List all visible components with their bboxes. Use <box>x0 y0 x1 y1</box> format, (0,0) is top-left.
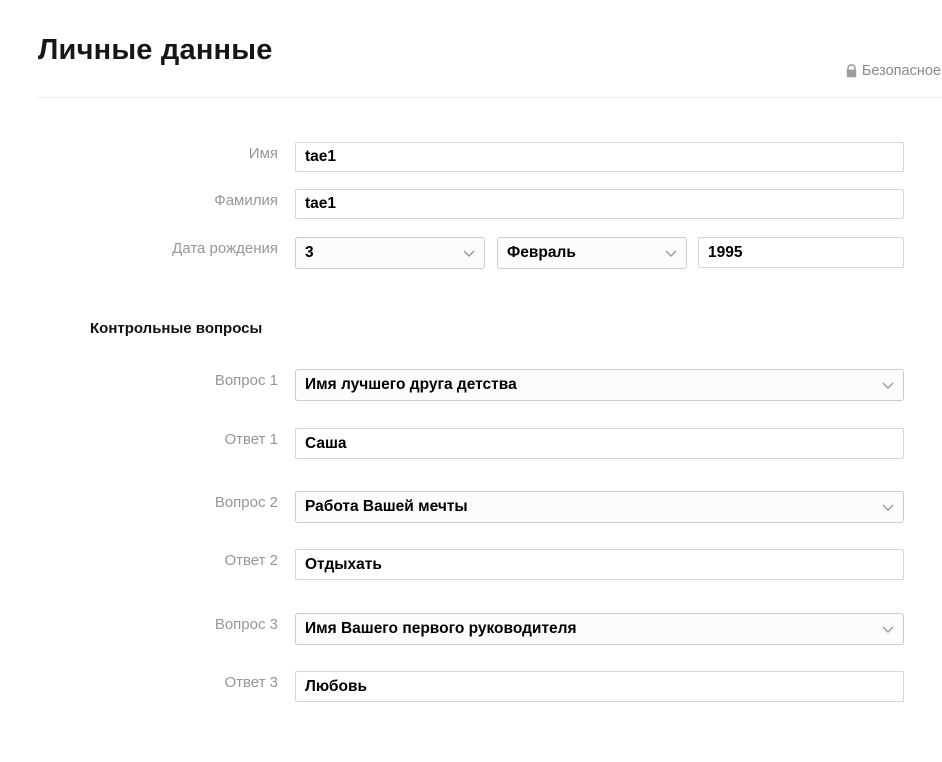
chevron-down-icon <box>463 250 475 257</box>
secure-connection-badge <box>846 63 941 79</box>
question-1-select[interactable] <box>295 369 904 401</box>
birth-year-input[interactable] <box>698 237 904 268</box>
question-2-label: Вопрос 2 <box>214 494 278 511</box>
chevron-down-icon <box>665 250 677 257</box>
question-2-select[interactable] <box>295 491 904 523</box>
question-3-value: Имя Вашего первого руководителя <box>305 620 577 637</box>
birth-day-select[interactable] <box>295 237 485 269</box>
surname-label: Фамилия <box>214 192 278 209</box>
birthdate-label: Дата рождения <box>172 240 278 257</box>
birth-month-select[interactable] <box>497 237 687 269</box>
answer-3-label: Ответ 3 <box>224 674 278 691</box>
chevron-down-icon <box>882 504 894 511</box>
answer-2-label: Ответ 2 <box>224 552 278 569</box>
surname-input[interactable] <box>295 189 904 219</box>
chevron-down-icon <box>882 626 894 633</box>
header-divider <box>38 97 942 98</box>
question-1-label: Вопрос 1 <box>214 372 278 389</box>
answer-1-label: Ответ 1 <box>224 431 278 448</box>
answer-3-input[interactable] <box>295 671 904 702</box>
secure-connection-label: Безопасное <box>861 63 941 79</box>
name-input[interactable] <box>295 142 904 172</box>
answer-2-input[interactable] <box>295 549 904 580</box>
question-3-select[interactable] <box>295 613 904 645</box>
chevron-down-icon <box>882 382 894 389</box>
security-questions-section-title: Контрольные вопросы <box>90 320 263 337</box>
birth-month-value: Февраль <box>507 244 576 261</box>
birth-day-value: 3 <box>305 244 314 261</box>
question-3-label: Вопрос 3 <box>214 616 278 633</box>
question-2-value: Работа Вашей мечты <box>305 498 468 515</box>
page-title: Личные данные <box>38 34 273 66</box>
question-1-value: Имя лучшего друга детства <box>305 376 517 393</box>
name-label: Имя <box>248 145 278 162</box>
lock-icon <box>846 64 857 78</box>
answer-1-input[interactable] <box>295 428 904 459</box>
